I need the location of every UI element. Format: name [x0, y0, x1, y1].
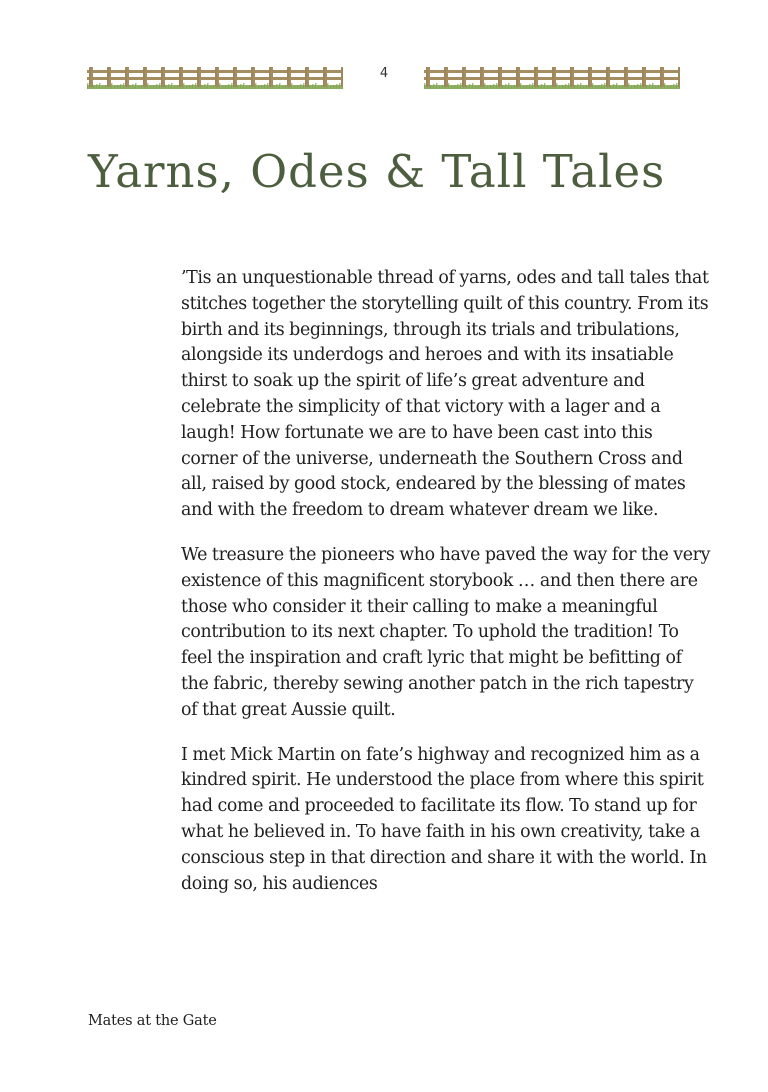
fence-right-ornament: [424, 66, 680, 90]
page-number: 4: [379, 66, 389, 81]
paragraph-3: I met Mick Martin on fate’s highway and recognized him as a kindred spirit. He understood the place from where this spirit had come and proceeded to facilitate its flow. To stand up for what he believed in. To have faith in his own creativity, take a conscious step in that direction and share it with the world. In doing so, his audiences: [181, 744, 707, 894]
fence-left-ornament: [87, 66, 343, 90]
chapter-title: Yarns, Odes & Tall Tales: [88, 145, 666, 198]
footer-book-title: Mates at the Gate: [88, 1013, 217, 1029]
paragraph-2: We treasure the pioneers who have paved the way for the very existence of this magnificent storybook … and then there are those who consider it their calling to make a meaningful contribution to its next chapter. To uphold the tradition! To feel the inspiration and craft lyric that might be befitting of the fabric, thereby sewing another patch in the rich tapestry of that great Aussie quilt.: [181, 544, 711, 720]
body-text: [181, 266, 711, 916]
paragraph-1: ’Tis an unquestionable thread of yarns, odes and tall tales that stitches together the storytelling quilt of this country. From its birth and its beginnings, through its trials and tribulations, alongside its underdogs and heroes and with its insatiable thirst to soak up the spirit of life’s great adventure and celebrate the simplicity of that victory with a lager and a laugh! How fortunate we are to have been cast into this corner of the universe, underneath the Southern Cross and all, raised by good stock, endeared by the blessing of mates and with the freedom to dream whatever dream we like.: [181, 268, 709, 521]
page-header: [0, 62, 768, 92]
